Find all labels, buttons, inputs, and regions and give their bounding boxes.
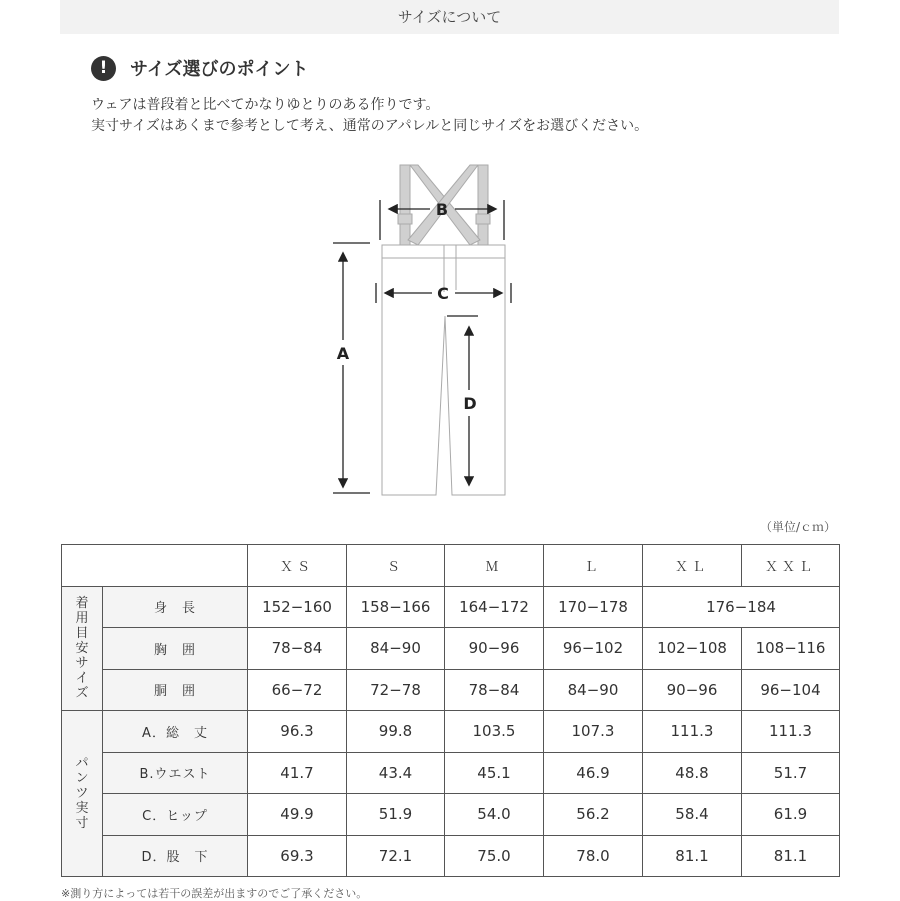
cell: 90−96 [445, 628, 544, 670]
table-row [62, 628, 840, 670]
label-d: D [463, 394, 477, 413]
label-c: C [437, 284, 449, 303]
cell: 43.4 [347, 752, 445, 794]
cell: 46.9 [544, 752, 643, 794]
size-table [61, 544, 840, 877]
row-label: A．総 丈 [103, 711, 248, 753]
size-header: ＸＬ [643, 545, 742, 587]
cell: 99.8 [347, 711, 445, 753]
cell: 81.1 [742, 835, 840, 877]
cell: 158−166 [347, 586, 445, 628]
table-row [62, 669, 840, 711]
cell: 90−96 [643, 669, 742, 711]
row-label: B.ウエスト [103, 752, 248, 794]
cell: 107.3 [544, 711, 643, 753]
description-line: 実寸サイズはあくまで参考として考え、通常のアパレルと同じサイズをお選びください。 [91, 118, 649, 134]
section-header: サイズについて [60, 0, 839, 34]
cell: 56.2 [544, 794, 643, 836]
footnote: ※測り方によっては若干の誤差が出ますのでご了承ください。 [61, 887, 368, 900]
group-label: 着用目安サイズ [62, 586, 103, 711]
row-label: C．ヒップ [103, 794, 248, 836]
size-header: Ｓ [347, 545, 445, 587]
cell: 96−104 [742, 669, 840, 711]
cell: 111.3 [643, 711, 742, 753]
cell: 45.1 [445, 752, 544, 794]
table-row [62, 711, 840, 753]
cell: 72.1 [347, 835, 445, 877]
size-header: ＸＸＬ [742, 545, 840, 587]
cell: 96.3 [248, 711, 347, 753]
cell: 48.8 [643, 752, 742, 794]
cell: 111.3 [742, 711, 840, 753]
label-b: B [435, 200, 449, 219]
exclamation-circle-icon: ! [91, 56, 116, 81]
cell: 78−84 [248, 628, 347, 670]
row-label: D．股 下 [103, 835, 248, 877]
description-line: ウェアは普段着と比べてかなりゆとりのある作りです。 [91, 97, 440, 113]
unit-label: （単位/ｃｍ） [759, 520, 836, 534]
cell: 58.4 [643, 794, 742, 836]
cell: 41.7 [248, 752, 347, 794]
pants-outline [382, 245, 505, 495]
size-header: Ｌ [544, 545, 643, 587]
cell: 102−108 [643, 628, 742, 670]
cell: 66−72 [248, 669, 347, 711]
size-header: ＸＳ [248, 545, 347, 587]
size-point-heading [91, 55, 309, 81]
cell: 75.0 [445, 835, 544, 877]
description [91, 95, 648, 137]
cell: 51.9 [347, 794, 445, 836]
cell: 152−160 [248, 586, 347, 628]
group-label: パンツ実寸 [62, 711, 103, 877]
label-a: A [336, 344, 350, 363]
row-label: 胸 囲 [103, 628, 248, 670]
cell: 51.7 [742, 752, 840, 794]
cell: 54.0 [445, 794, 544, 836]
cell: 108−116 [742, 628, 840, 670]
cell: 81.1 [643, 835, 742, 877]
row-label: 胴 囲 [103, 669, 248, 711]
table-header-row [62, 545, 840, 587]
cell: 72−78 [347, 669, 445, 711]
table-row [62, 835, 840, 877]
row-label: 身 長 [103, 586, 248, 628]
cell: 84−90 [544, 669, 643, 711]
point-title: サイズ選びのポイント [130, 59, 309, 80]
cell: 69.3 [248, 835, 347, 877]
corner-cell [62, 545, 248, 587]
cell: 170−178 [544, 586, 643, 628]
cell: 61.9 [742, 794, 840, 836]
cell: 96−102 [544, 628, 643, 670]
cell: 49.9 [248, 794, 347, 836]
table-row [62, 794, 840, 836]
table-row [62, 752, 840, 794]
cell: 78−84 [445, 669, 544, 711]
cell: 84−90 [347, 628, 445, 670]
size-header: Ｍ [445, 545, 544, 587]
cell: 176−184 [643, 586, 840, 628]
table-row [62, 586, 840, 628]
cell: 103.5 [445, 711, 544, 753]
cell: 78.0 [544, 835, 643, 877]
pants-diagram [320, 150, 540, 510]
cell: 164−172 [445, 586, 544, 628]
